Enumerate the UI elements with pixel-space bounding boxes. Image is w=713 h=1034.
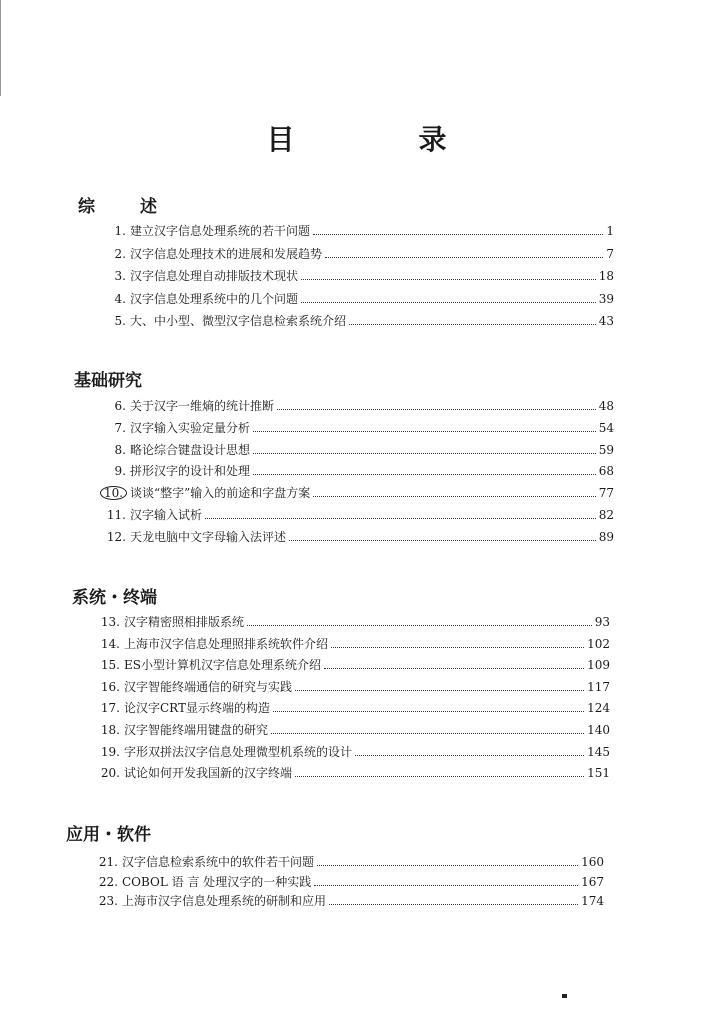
dot-leader <box>295 689 584 691</box>
entry-number-text: 12. <box>106 529 126 544</box>
entry-number-text: 1. <box>114 224 126 238</box>
entry-title: 汉字输入实验定量分析 <box>130 420 251 435</box>
entry-page-number: 18 <box>598 269 614 283</box>
entry-page-number: 124 <box>587 701 610 716</box>
entry-title: 汉字智能终端通信的研究与实践 <box>124 679 293 694</box>
entry-page-number: 140 <box>587 723 610 737</box>
entry-title: 谈谈“整字”输入的前途和字盘方案 <box>130 486 311 501</box>
entry-title: 汉字精密照相排版系统 <box>124 615 245 629</box>
entry-number <box>104 247 126 261</box>
entry-number <box>104 269 126 283</box>
dot-leader <box>313 495 595 497</box>
toc-entry[interactable] <box>104 312 614 328</box>
entry-number <box>90 855 118 869</box>
entry-number <box>92 701 120 715</box>
toc-entry[interactable] <box>100 484 614 500</box>
entry-number-text: 22. <box>98 874 118 889</box>
entry-number <box>100 421 126 435</box>
toc-entry[interactable] <box>92 635 610 651</box>
scan-mark <box>0 0 1 96</box>
dot-leader <box>331 646 584 648</box>
entry-number <box>104 224 126 238</box>
entry-title: 上海市汉字信息处理系统的研制和应用 <box>122 894 327 908</box>
entry-number-text: 19. <box>100 744 120 759</box>
entry-title: COBOL 语 言 处理汉字的一种实践 <box>122 874 312 889</box>
entry-page-number: 151 <box>587 766 610 781</box>
dot-leader <box>355 754 584 756</box>
toc-entry[interactable] <box>90 892 604 908</box>
entry-number-text: 14. <box>100 636 120 651</box>
entry-title: 大、中小型、微型汉字信息检索系统介绍 <box>130 314 347 328</box>
entry-page-number: 174 <box>581 894 604 908</box>
dot-leader <box>301 278 596 280</box>
entry-number <box>100 464 126 478</box>
entry-page-number: 43 <box>598 314 614 328</box>
toc-entry[interactable] <box>104 267 614 283</box>
entry-page-number: 167 <box>581 874 604 889</box>
entry-title: 略论综合键盘设计思想 <box>130 442 251 457</box>
dot-leader <box>289 539 596 541</box>
entry-number-text: 4. <box>114 291 126 306</box>
entry-title: 论汉字CRT显示终端的构造 <box>124 701 271 716</box>
entry-number <box>104 314 126 328</box>
entry-title: 汉字信息检索系统中的软件若干问题 <box>122 855 315 869</box>
entry-page-number: 77 <box>598 486 614 501</box>
entry-number <box>100 486 126 500</box>
entry-title: 汉字信息处理技术的进展和发展趋势 <box>130 246 323 261</box>
entry-title: 汉字智能终端用键盘的研究 <box>124 723 269 737</box>
dot-leader <box>205 517 596 519</box>
entry-number <box>90 875 118 889</box>
toc-entry[interactable] <box>90 853 604 869</box>
entry-number <box>100 508 126 522</box>
section-heading: 基础研究 <box>74 371 142 391</box>
entry-number <box>92 658 120 672</box>
entry-number-text: 17. <box>100 701 120 716</box>
dot-leader <box>253 430 596 432</box>
dot-leader <box>313 233 603 235</box>
entry-number-text: 7. <box>114 420 126 435</box>
section-heading: 系统・终端 <box>72 588 157 608</box>
entry-page-number: 109 <box>587 658 610 673</box>
dot-leader <box>314 884 578 886</box>
toc-entry[interactable] <box>92 656 610 672</box>
entry-title: 上海市汉字信息处理照排系统软件介绍 <box>124 636 329 651</box>
dot-leader <box>253 473 596 475</box>
toc-entry[interactable] <box>92 721 610 737</box>
entry-number-text: 9. <box>114 464 126 479</box>
entry-number <box>92 637 120 651</box>
entry-number <box>92 723 120 737</box>
dot-leader <box>253 452 596 454</box>
page-title: 目 录 <box>266 123 495 156</box>
toc-entry[interactable] <box>92 613 610 629</box>
entry-title: 天龙电脑中文字母输入法评述 <box>130 529 287 544</box>
entry-page-number: 48 <box>598 399 614 413</box>
entry-page-number: 39 <box>598 291 614 306</box>
entry-number <box>92 615 120 629</box>
entry-page-number: 54 <box>598 420 614 435</box>
toc-entry[interactable] <box>100 506 614 522</box>
entry-title: 汉字信息处理自动排版技术现状 <box>130 269 299 283</box>
dot-leader <box>329 903 578 905</box>
dot-leader <box>277 408 596 410</box>
entry-title: 字形双拼法汉字信息处理微型机系统的设计 <box>124 744 353 759</box>
toc-entry[interactable] <box>92 764 610 780</box>
entry-number-text: 2. <box>114 246 126 261</box>
entry-number-text: 11. <box>106 508 126 522</box>
entry-number-text: 3. <box>114 269 126 283</box>
toc-entry[interactable] <box>90 873 604 889</box>
entry-number-text: 20. <box>100 766 120 781</box>
dot-leader <box>325 256 603 258</box>
toc-entry[interactable] <box>100 419 614 435</box>
entry-number-text: 6. <box>114 399 126 413</box>
entry-page-number: 7 <box>606 246 614 261</box>
entry-number <box>104 292 126 306</box>
dot-leader <box>271 732 584 734</box>
entry-number <box>92 766 120 780</box>
dot-leader <box>317 864 578 866</box>
entry-page-number: 89 <box>598 529 614 544</box>
toc-entry[interactable] <box>100 397 614 413</box>
entry-page-number: 160 <box>581 855 604 869</box>
entry-page-number: 68 <box>598 464 614 479</box>
entry-number <box>90 894 118 908</box>
entry-title: 拼形汉字的设计和处理 <box>130 464 251 479</box>
dot-leader <box>295 775 584 777</box>
entry-page-number: 117 <box>587 679 610 694</box>
entry-page-number: 93 <box>594 615 610 629</box>
entry-page-number: 59 <box>598 442 614 457</box>
entry-page-number: 1 <box>606 224 614 238</box>
entry-number <box>100 443 126 457</box>
section-heading: 应用・软件 <box>66 825 151 845</box>
dot-leader <box>349 323 596 325</box>
entry-number-text: 15. <box>100 658 120 673</box>
toc-entry[interactable] <box>100 441 614 457</box>
entry-number <box>100 399 126 413</box>
entry-title: 关于汉字一维熵的统计推断 <box>130 399 275 413</box>
entry-number-text: 13. <box>100 615 120 629</box>
entry-page-number: 145 <box>587 744 610 759</box>
entry-title: 试论如何开发我国新的汉字终端 <box>124 766 293 781</box>
entry-number-text: 23. <box>98 894 118 908</box>
entry-number-text: 8. <box>114 442 126 457</box>
entry-title: 建立汉字信息处理系统的若干问题 <box>130 224 311 238</box>
section-heading: 综 述 <box>78 197 171 217</box>
entry-title: 汉字输入试析 <box>130 508 203 522</box>
toc-entry[interactable] <box>104 222 614 238</box>
scan-mark <box>562 994 567 998</box>
dot-leader <box>247 624 592 626</box>
entry-number-text: 21. <box>98 855 118 869</box>
entry-number <box>92 745 120 759</box>
entry-page-number: 102 <box>587 636 610 651</box>
entry-number-text: 18. <box>100 723 120 737</box>
entry-number <box>100 530 126 544</box>
entry-number-text: 5. <box>114 314 126 328</box>
entry-page-number: 82 <box>598 508 614 522</box>
entry-title: ES小型计算机汉字信息处理系统介绍 <box>124 658 321 673</box>
toc-entry[interactable] <box>92 743 610 759</box>
toc-entry[interactable] <box>104 245 614 261</box>
entry-number-text: 16. <box>100 679 120 694</box>
toc-entry[interactable] <box>92 699 610 715</box>
toc-entry[interactable] <box>104 290 614 306</box>
toc-entry[interactable] <box>100 528 614 544</box>
toc-entry[interactable] <box>92 678 610 694</box>
entry-number <box>92 680 120 694</box>
entry-title: 汉字信息处理系统中的几个问题 <box>130 291 299 306</box>
dot-leader <box>324 667 584 669</box>
entry-number-text: 10. <box>100 486 127 500</box>
dot-leader <box>273 710 584 712</box>
dot-leader <box>301 301 596 303</box>
toc-entry[interactable] <box>100 462 614 478</box>
